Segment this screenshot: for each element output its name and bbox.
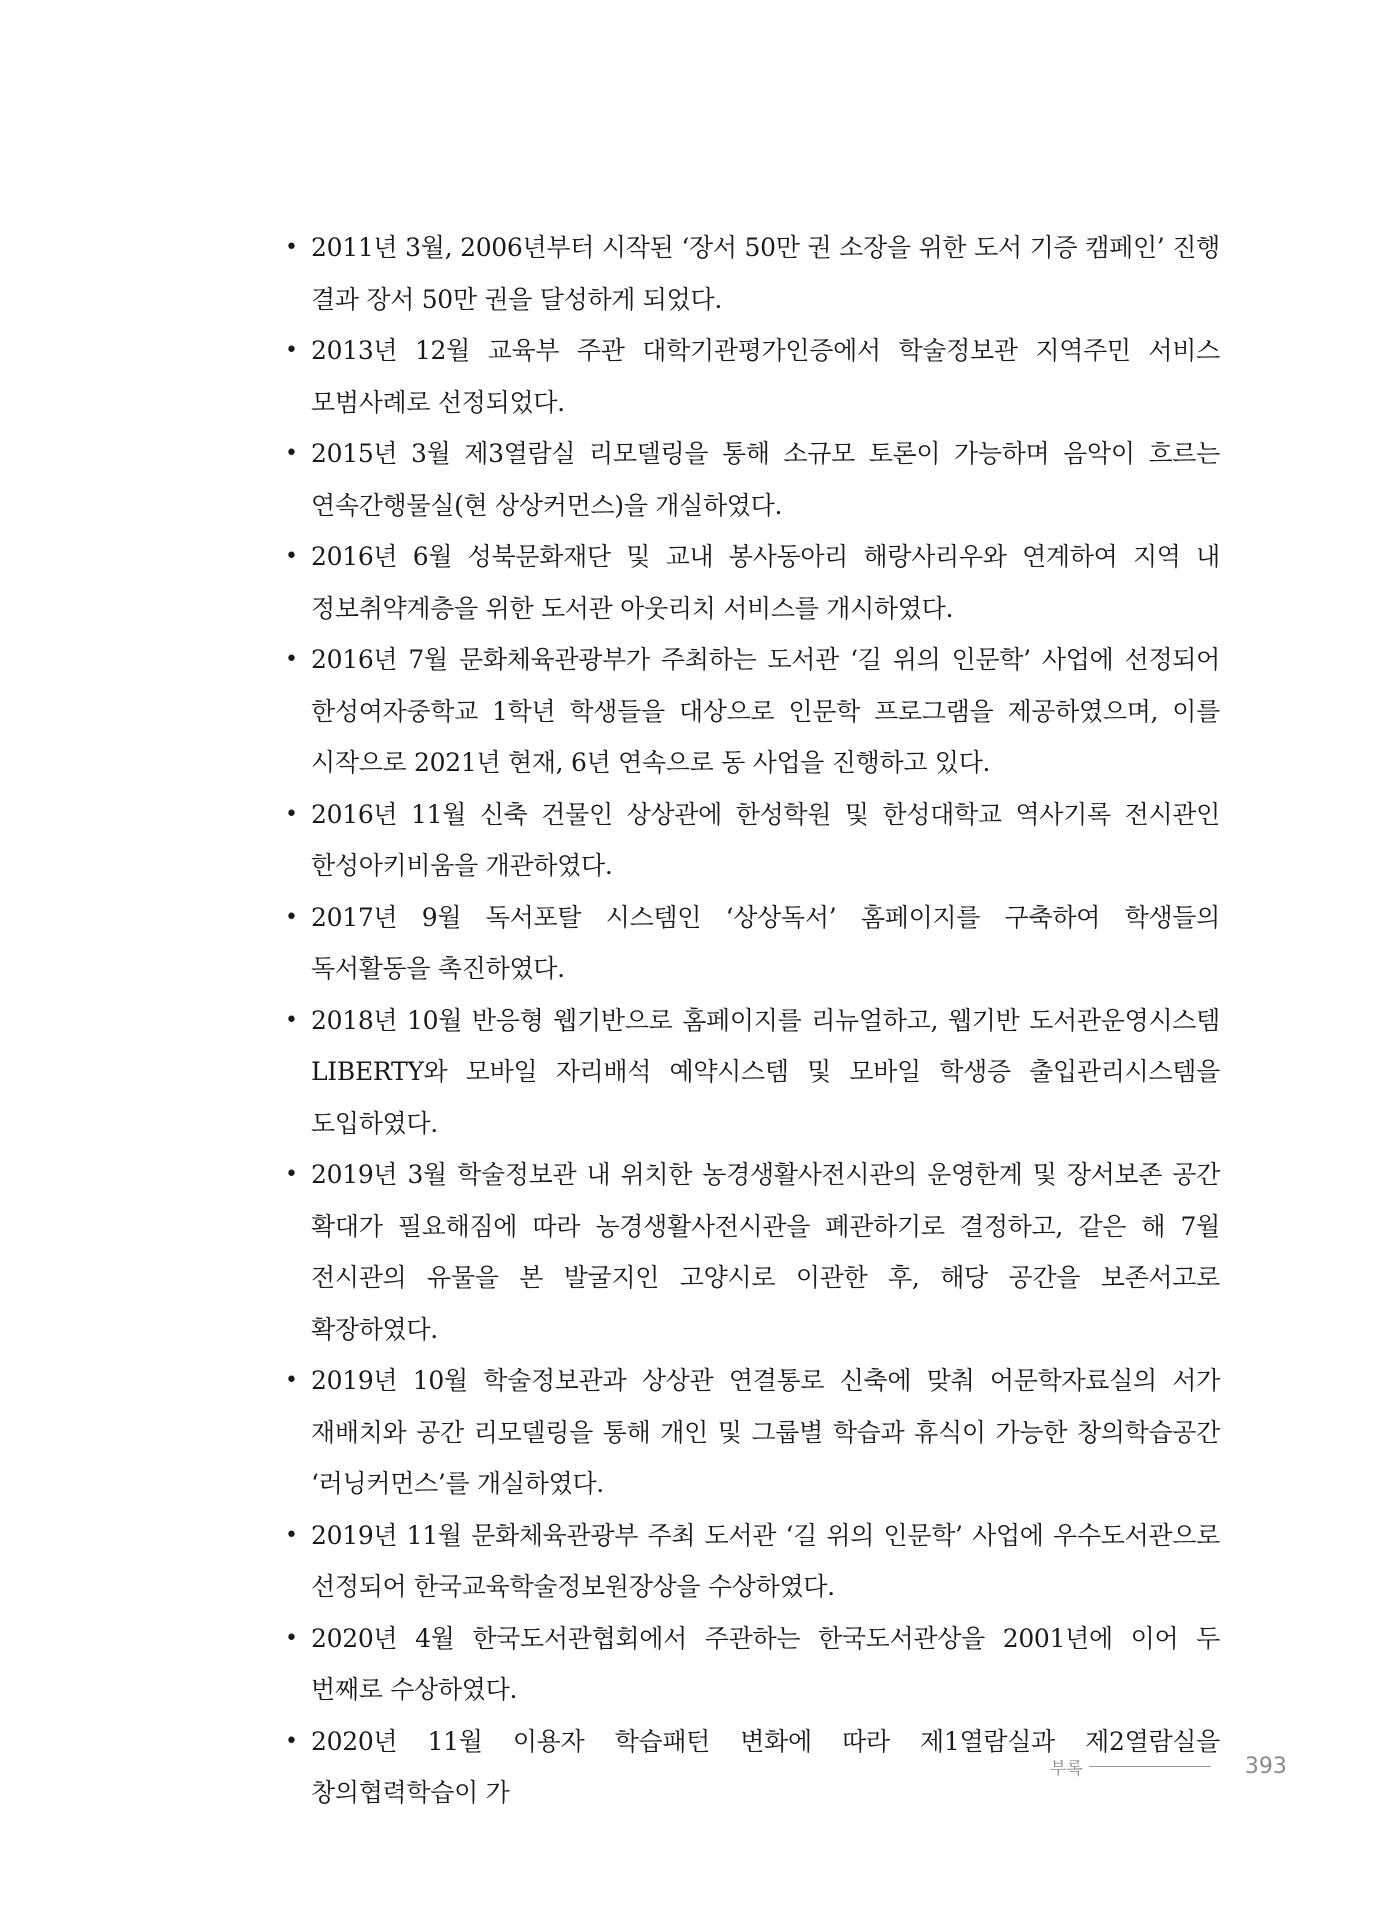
list-item [285,222,1220,325]
footer-section-label: 부록 [1050,1758,1083,1779]
list-item-text: 2017년 9월 독서포탈 시스템인 ‘상상독서’ 홈페이지를 구축하여 학생들의 독서활동을 촉진하였다. [311,902,1220,983]
bullet-mark: • [285,1368,298,1393]
bullet-mark: • [285,1522,298,1548]
bullet-mark: • [285,801,298,827]
bullet-mark: • [285,904,298,930]
list-item [285,1149,1220,1355]
list-item-text: 2019년 10월 학술정보관과 상상관 연결통로 신축에 맞춰 어문학자료실의 서가 재배치와 공간 리모델링을 통해 개인 및 그룹별 학습과 휴식이 가능한 창의학습공간 ‘러닝커먼스’를 개실하였다. [311,1366,1220,1498]
bullet-mark: • [285,544,298,569]
list-item [285,1510,1220,1613]
list-item-text: 2011년 3월, 2006년부터 시작된 ‘장서 50만 권 소장을 위한 도서 기증 캠페인’ 진행 결과 장서 50만 권을 달성하게 되었다. [311,233,1220,314]
list-item-text: 2015년 3월 제3열람실 리모델링을 통해 소규모 토론이 가능하며 음악이 흐르는 연속간행물실(현 상상커먼스)을 개실하였다. [311,439,1220,520]
list-item [285,325,1220,428]
bullet-mark: • [285,441,298,466]
page-footer [1050,1748,1300,1784]
list-item [285,995,1220,1150]
history-list [285,222,1220,1819]
list-item-text: 2013년 12월 교육부 주관 대학기관평가인증에서 학술정보관 지역주민 서비스 모범사례로 선정되었다. [311,336,1220,417]
bullet-mark: • [285,1162,298,1187]
list-item [285,428,1220,531]
bullet-mark: • [285,235,298,260]
list-item-text: 2016년 6월 성북문화재단 및 교내 봉사동아리 해랑사리우와 연계하여 지역 내 정보취약계층을 위한 도서관 아웃리치 서비스를 개시하였다. [311,542,1220,623]
list-item-text: 2016년 11월 신축 건물인 상상관에 한성학원 및 한성대학교 역사기록 전시관인 한성아키비움을 개관하였다. [311,799,1220,880]
bullet-mark: • [285,1728,298,1754]
list-item [285,634,1220,789]
list-item [285,789,1220,892]
footer-divider [1089,1766,1211,1767]
list-item [285,892,1220,995]
list-item [285,531,1220,634]
list-item-text: 2016년 7월 문화체육관광부가 주최하는 도서관 ‘길 위의 인문학’ 사업에 선정되어 한성여자중학교 1학년 학생들을 대상으로 인문학 프로그램을 제공하였으며, 이를 시작으로 2021년 현재, 6년 연속으로 동 사업을 진행하고 있다. [311,645,1220,777]
list-item [285,1355,1220,1510]
list-item-text: 2020년 11월 이용자 학습패턴 변화에 따라 제1열람실과 제2열람실을 창의협력학습이 가 [311,1726,1220,1807]
list-item [285,1613,1220,1716]
bullet-mark: • [285,647,298,672]
bullet-mark: • [285,338,298,363]
list-item-text: 2018년 10월 반응형 웹기반으로 홈페이지를 리뉴얼하고, 웹기반 도서관운영시스템 LIBERTY와 모바일 자리배석 예약시스템 및 모바일 학생증 출입관리시스템을 도입하였다. [311,1005,1220,1138]
list-item-text: 2020년 4월 한국도서관협회에서 주관하는 한국도서관상을 2001년에 이어 두 번째로 수상하였다. [311,1623,1220,1704]
bullet-mark: • [285,1625,298,1651]
list-item-text: 2019년 11월 문화체육관광부 주최 도서관 ‘길 위의 인문학’ 사업에 우수도서관으로 선정되어 한국교육학술정보원장상을 수상하였다. [311,1520,1220,1601]
page-number: 393 [1244,1753,1287,1779]
bullet-mark: • [285,1007,298,1033]
list-item-text: 2019년 3월 학술정보관 내 위치한 농경생활사전시관의 운영한계 및 장서보존 공간 확대가 필요해짐에 따라 농경생활사전시관을 폐관하기로 결정하고, 같은 해 7월 전시관의 유물을 본 발굴지인 고양시로 이관한 후, 해당 공간을 보존서고로 확장하였다. [311,1160,1220,1344]
